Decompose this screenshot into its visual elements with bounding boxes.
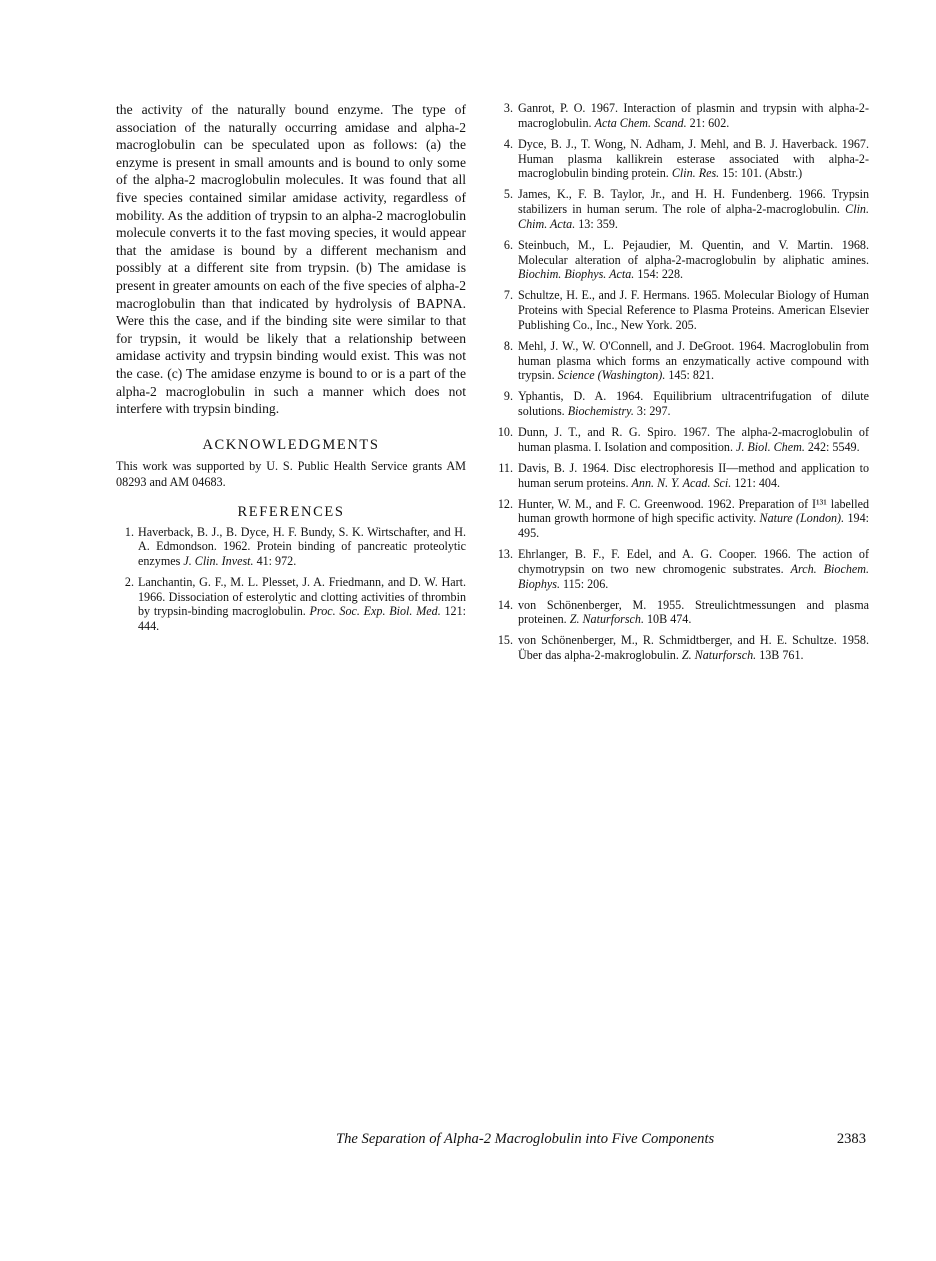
reference-item: 15. von Schönenberger, M., R. Schmidtberger, and H. E. Schultze. 1958. Über das alpha-2-makroglobulin. Z. Naturforsch. 13B 761. <box>497 633 869 663</box>
journal-name: Clin. Chim. Acta. <box>518 202 869 231</box>
journal-name: Clin. Res. <box>671 166 720 181</box>
reference-item: 4. Dyce, B. J., T. Wong, N. Adham, J. Mehl, and B. J. Haverback. 1967. Human plasma kallikrein esterase associated with alpha-2-macroglobulin binding protein. Clin. Res. 15: 101. (Abstr.) <box>496 137 869 181</box>
reference-number: 3. <box>503 101 513 115</box>
reference-item: 5. James, K., F. B. Taylor, Jr., and H. H. Fundenberg. 1966. Trypsin stabilizers in human serum. The role of alpha-2-macroglobulin. Clin. Chim. Acta. 13: 359. <box>496 187 869 231</box>
reference-item: 2. Lanchantin, G. F., M. L. Plesset, J. A. Friedmann, and D. W. Hart. 1966. Dissociation of esterolytic and clotting activities of thrombin by trypsin-binding macroglobulin. Proc. Soc. Exp. Biol. Med. 121: 444. <box>116 575 466 634</box>
reference-item: 1. Haverback, B. J., B. Dyce, H. F. Bundy, S. K. Wirtschafter, and H. A. Edmondson. 1962. Protein binding of pancreatic proteolytic enzymes J. Clin. Invest. 41: 972. <box>116 525 466 569</box>
references-heading: REFERENCES <box>237 503 345 520</box>
journal-name: J. Clin. Invest. <box>183 554 254 569</box>
reference-list-right <box>496 101 869 663</box>
journal-name: Nature (London). <box>759 511 845 526</box>
journal-name: J. Biol. Chem. <box>736 439 805 454</box>
reference-item: 8. Mehl, J. W., W. O'Connell, and J. DeGroot. 1964. Macroglobulin from human plasma which forms an enzymatically active compound with trypsin. Science (Washington). 145: 821. <box>496 339 869 383</box>
reference-number: 14. <box>497 597 513 612</box>
reference-number: 8. <box>503 338 513 353</box>
reference-number: 1. <box>124 524 134 539</box>
reference-list-left <box>116 525 466 634</box>
reference-number: 5. <box>503 187 513 202</box>
running-title: The Separation of Alpha-2 Macroglobulin into Five Components <box>336 1131 715 1147</box>
page-number: 2383 <box>836 1131 866 1147</box>
body-paragraph: the activity of the naturally bound enzyme. The type of association of the naturally occurring amidase and alpha-2 macroglobulin can be speculated upon as follows: (a) the enzyme is present in small amounts and is bound to only some of the alpha-2 macroglobulin molecules. It was found that all five species contained similar amidase activity, regardless of mobility. As the addition of trypsin to an alpha-2 macroglobulin molecule converts it to the fast moving species, it would appear that the amidase is bound by a different mechanism and possibly at a different site from trypsin. (b) The amidase is present in greater amounts on each of the five species of alpha-2 macroglobulin than that indicated by hydrolysis of BAPNA. Were this the case, and if the binding site were similar to that for trypsin, it would be likely that a relationship between amidase activity and trypsin binding would exist. This was not the case. (c) The amidase enzyme is bound to or is a part of the alpha-2 macroglobulin in such a manner which does not interfere with trypsin binding. <box>116 102 466 417</box>
reference-number: 11. <box>498 460 513 475</box>
left-column <box>116 101 466 640</box>
journal-name: Z. Naturforsch. <box>569 612 644 627</box>
journal-name: Biochemistry. <box>567 404 634 418</box>
reference-item: 3. Ganrot, P. O. 1967. Interaction of plasmin and trypsin with alpha-2-macroglobulin. Acta Chem. Scand. 21: 602. <box>496 101 869 130</box>
reference-number: 2. <box>124 574 134 589</box>
reference-item: 7. Schultze, H. E., and J. F. Hermans. 1965. Molecular Biology of Human Proteins with Special Reference to Plasma Proteins. American Elsevier Publishing Co., Inc., New York. 205. <box>496 288 869 332</box>
reference-item: 9. Yphantis, D. A. 1964. Equilibrium ultracentrifugation of dilute solutions. Biochemistry. 3: 297. <box>496 389 869 418</box>
acknowledgments-text: This work was supported by U. S. Public Health Service grants AM 08293 and AM 04683. <box>116 458 466 489</box>
reference-number: 10. <box>497 425 513 440</box>
page-footer <box>336 1131 866 1148</box>
reference-number: 9. <box>503 389 513 404</box>
acknowledgments-heading: ACKNOWLEDGMENTS <box>202 436 380 453</box>
journal-name: Ann. N. Y. Acad. Sci. <box>631 475 732 490</box>
reference-item: 6. Steinbuch, M., L. Pejaudier, M. Quentin, and V. Martin. 1968. Molecular alteration of alpha-2-macroglobulin by aliphatic amines. Biochim. Biophys. Acta. 154: 228. <box>496 238 869 282</box>
reference-number: 15. <box>497 633 513 648</box>
reference-item: 14. von Schönenberger, M. 1955. Streulichtmessungen and plasma proteinen. Z. Naturforsch. 10B 474. <box>497 597 869 627</box>
reference-number: 4. <box>503 136 513 151</box>
reference-number: 13. <box>497 547 513 562</box>
reference-item: 12. Hunter, W. M., and F. C. Greenwood. 1962. Preparation of I¹³¹ labelled human growth hormone of high specific activity. Nature (London). 194: 495. <box>497 496 869 541</box>
journal-name: Z. Naturforsch. <box>681 648 757 663</box>
reference-item: 10. Dunn, J. T., and R. G. Spiro. 1967. The alpha-2-macroglobulin of human plasma. I. Isolation and composition. J. Biol. Chem. 242: 5549. <box>497 425 869 454</box>
reference-number: 12. <box>497 496 513 511</box>
reference-number: 6. <box>503 237 513 252</box>
journal-name: Acta Chem. Scand. <box>594 115 687 130</box>
right-column <box>496 101 869 669</box>
journal-name: Science (Washington). <box>557 368 666 383</box>
journal-name: Proc. Soc. Exp. Biol. Med. <box>309 604 441 619</box>
journal-name: Biochim. Biophys. Acta. <box>518 267 635 282</box>
reference-number: 7. <box>503 288 513 303</box>
reference-item: 11. Davis, B. J. 1964. Disc electrophoresis II—method and application to human serum proteins. Ann. N. Y. Acad. Sci. 121: 404. <box>496 461 869 490</box>
reference-item: 13. Ehrlanger, B. F., F. Edel, and A. G. Cooper. 1966. The action of chymotrypsin on two new chromogenic substrates. Arch. Biochem. Biophys. 115: 206. <box>497 547 869 591</box>
journal-name: Arch. Biochem. Biophys. <box>518 561 869 591</box>
